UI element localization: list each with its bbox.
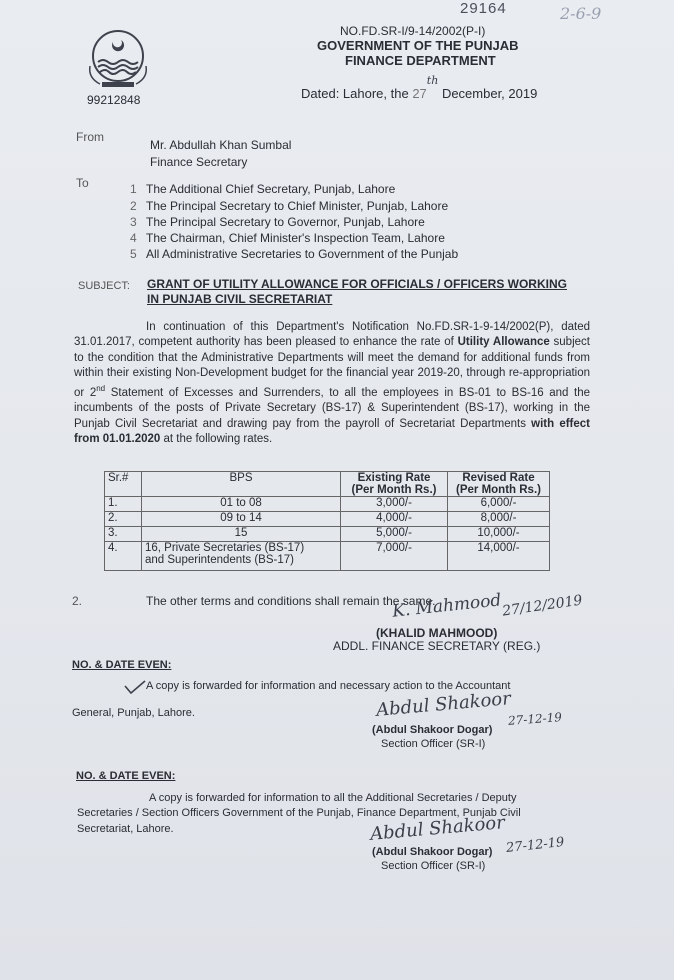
dated-line [301, 74, 538, 101]
para2-text: The other terms and conditions shall remain the same. [146, 594, 436, 608]
rates-table [104, 471, 550, 571]
subject-line-2: IN PUNJAB CIVIL SECRETARIAT [147, 292, 333, 306]
to-label: To [76, 176, 89, 190]
body-paragraph: In continuation of this Department's Notification No.FD.SR-1-9-14/2002(P), dated 31.01.2017, competent authority has been pleased to enhance the rate of Utility Allowance subject to the condition that the Administrative Departments will meet the demand for additional funds from within their existing Non-Development budget for the financial year 2019-20, through re-appropriation or 2nd Statement of Excesses and Surrenders, to all the employees in BS-01 to BS-16 and the incumbents of the posts of Private Secretary (BS-17) & Superintendent (BS-17), working in the Punjab Civil Secretariat and drawing pay from the payroll of Secretariat Departments with effect from 01.01.2020 at the following rates. [74, 321, 591, 445]
cell-bps: 09 to 14 [142, 512, 341, 527]
government-title: GOVERNMENT OF THE PUNJAB [317, 38, 519, 53]
cell-sr: 2. [105, 512, 142, 527]
cell-sr: 3. [105, 527, 142, 542]
cell-sr: 1. [105, 497, 142, 512]
dated-prefix: Dated: Lahore, the [301, 86, 409, 101]
cell-revised: 8,000/- [448, 512, 550, 527]
signatory-name: (KHALID MAHMOOD) [376, 626, 498, 640]
endorsement-text-1: A copy is forwarded for information to all the Additional Secretaries / Deputy [149, 792, 517, 804]
table-row [105, 527, 550, 542]
signature-abdul-shakoor: Abdul Shakoor [369, 812, 506, 845]
check-mark-icon [124, 680, 146, 699]
endorsement-text-2: General, Punjab, Lahore. [72, 707, 195, 719]
receipt-stamp-number: 29164 [460, 0, 507, 17]
department-title: FINANCE DEPARTMENT [345, 53, 496, 68]
endorsement-heading: NO. & DATE EVEN: [72, 659, 172, 671]
recipient-item: 1 The Additional Chief Secretary, Punjab, Lahore [130, 182, 396, 196]
table-row [105, 542, 550, 571]
officer-title: Section Officer (SR-I) [381, 738, 486, 750]
header-bps: BPS [142, 472, 341, 497]
cell-bps: 01 to 08 [142, 497, 341, 512]
table-row [105, 512, 550, 527]
dated-day-handwritten: th [426, 74, 439, 87]
endorsement-text-1: A copy is forwarded for information and necessary action to the Accountant [146, 680, 511, 692]
from-name: Mr. Abdullah Khan Sumbal [150, 138, 292, 152]
endorsement-heading: NO. & DATE EVEN: [76, 770, 176, 782]
receipt-scribble: 2-6-9 [560, 4, 602, 23]
signature-date: 27/12/2019 [501, 592, 584, 620]
recipient-item: 4 The Chairman, Chief Minister's Inspection Team, Lahore [130, 231, 445, 245]
cell-existing: 3,000/- [341, 497, 448, 512]
dated-suffix: December, 2019 [441, 86, 538, 101]
signature-date: 27-12-19 [505, 834, 566, 857]
punjab-government-emblem [84, 28, 152, 95]
recipient-item: 2 The Principal Secretary to Chief Minister, Punjab, Lahore [130, 199, 449, 213]
cell-revised: 14,000/- [448, 542, 550, 571]
dated-day: 27 [412, 86, 427, 101]
cell-bps: 15 [142, 527, 341, 542]
header-existing: Existing Rate (Per Month Rs.) [341, 472, 448, 497]
para2-number: 2. [72, 594, 83, 608]
officer-name: (Abdul Shakoor Dogar) [372, 724, 493, 736]
from-label: From [76, 130, 104, 144]
phone-number: 99212848 [87, 93, 141, 107]
recipient-item: 5 All Administrative Secretaries to Government of the Punjab [130, 247, 459, 261]
cell-revised: 10,000/- [448, 527, 550, 542]
header-sr: Sr.# [105, 472, 142, 497]
officer-name: (Abdul Shakoor Dogar) [372, 846, 493, 858]
endorsement-text-3: Secretariat, Lahore. [77, 823, 174, 835]
recipient-item: 3 The Principal Secretary to Governor, Punjab, Lahore [130, 215, 425, 229]
cell-existing: 4,000/- [341, 512, 448, 527]
cell-existing: 7,000/- [341, 542, 448, 571]
cell-existing: 5,000/- [341, 527, 448, 542]
cell-sr: 4. [105, 542, 142, 571]
signature-abdul-shakoor: Abdul Shakoor [375, 688, 512, 721]
signatory-title: ADDL. FINANCE SECRETARY (REG.) [333, 639, 541, 653]
from-title: Finance Secretary [150, 155, 248, 169]
cell-revised: 6,000/- [448, 497, 550, 512]
subject-line-1: GRANT OF UTILITY ALLOWANCE FOR OFFICIALS / OFFICERS WORKING [147, 277, 567, 291]
header-revised: Revised Rate (Per Month Rs.) [448, 472, 550, 497]
officer-title: Section Officer (SR-I) [381, 860, 486, 872]
table-row [105, 497, 550, 512]
reference-number: NO.FD.SR-I/9-14/2002(P-I) [340, 24, 486, 38]
cell-bps: 16, Private Secretaries (BS-17) and Superintendents (BS-17) [142, 542, 341, 571]
table-header-row [105, 472, 550, 497]
subject-label: SUBJECT: [78, 280, 130, 292]
endorsement-text-2: Secretaries / Section Officers Government of the Punjab, Finance Department, Punjab Civil [77, 807, 521, 819]
signature-khalid-mahmood: K. Mahmood [391, 590, 503, 622]
signature-date: 27-12-19 [507, 710, 563, 728]
